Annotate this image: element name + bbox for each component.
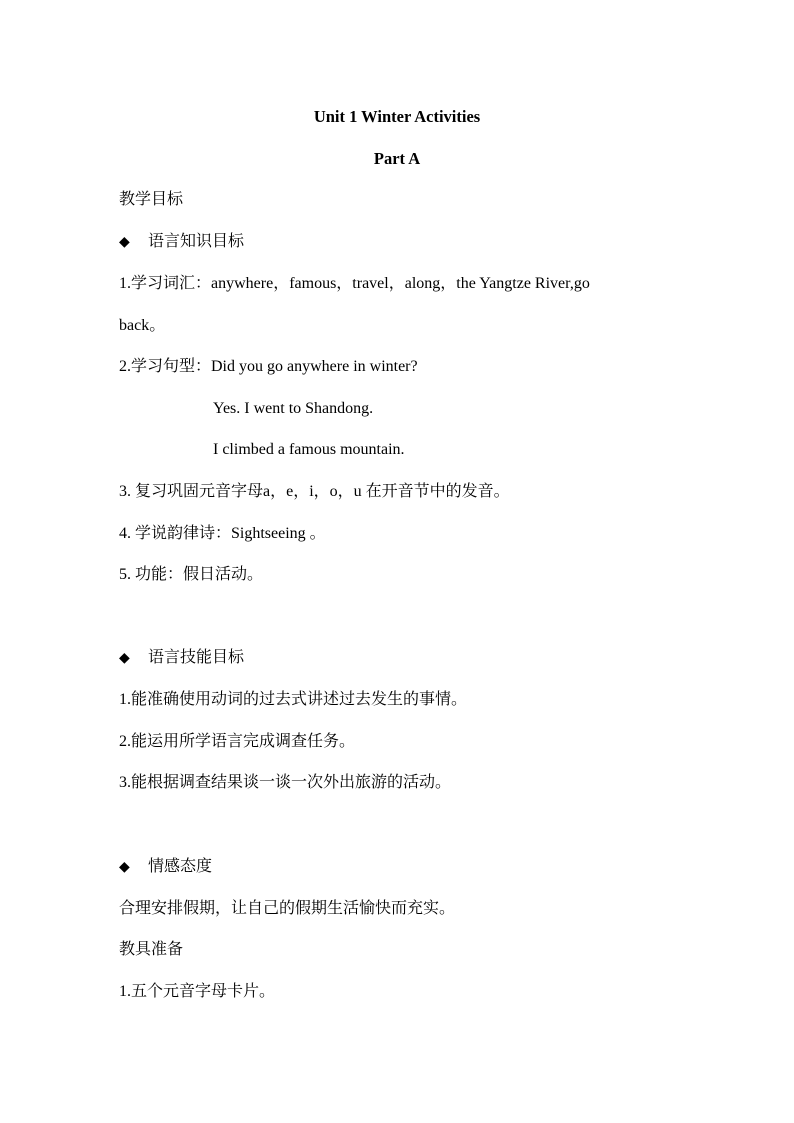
language-knowledge-heading <box>119 232 244 253</box>
knowledge-item-3: 3. 复习巩固元音字母a，e，i，o，u 在开音节中的发音。 <box>119 483 510 500</box>
skills-item-2: 2.能运用所学语言完成调查任务。 <box>119 733 356 750</box>
teaching-goals-heading: 教学目标 <box>119 191 184 208</box>
emotion-attitude-text: 合理安排假期，让自己的假期生活愉快而充实。 <box>119 900 456 917</box>
knowledge-item-4: 4. 学说韵律诗：Sightseeing 。 <box>119 525 326 542</box>
language-skills-heading <box>119 648 244 669</box>
diamond-bullet-icon: ◆ <box>119 860 130 875</box>
language-knowledge-label: 语言知识目标 <box>148 233 245 250</box>
emotion-attitude-heading <box>119 857 212 878</box>
knowledge-item-5: 5. 功能：假日活动。 <box>119 566 264 583</box>
document-subtitle: Part A <box>373 149 421 168</box>
diamond-bullet-icon: ◆ <box>119 235 130 250</box>
language-skills-label: 语言技能目标 <box>148 649 245 666</box>
skills-item-3: 3.能根据调查结果谈一谈一次外出旅游的活动。 <box>119 774 452 791</box>
skills-item-1: 1.能准确使用动词的过去式讲述过去发生的事情。 <box>119 691 468 708</box>
diamond-bullet-icon: ◆ <box>119 651 130 666</box>
teaching-aids-item-1: 1.五个元音字母卡片。 <box>119 983 276 1000</box>
sentence-answer-2: I climbed a famous mountain. <box>213 441 405 458</box>
sentence-pattern-line: 2.学习句型：Did you go anywhere in winter? <box>119 358 418 375</box>
document-title: Unit 1 Winter Activities <box>313 107 481 126</box>
vocab-line-2: back。 <box>119 317 166 334</box>
teaching-aids-heading: 教具准备 <box>119 941 184 958</box>
vocab-line-1: 1.学习词汇：anywhere，famous，travel，along，the Yangtze River,go <box>119 275 590 292</box>
emotion-attitude-label: 情感态度 <box>148 858 213 875</box>
sentence-answer-1: Yes. I went to Shandong. <box>213 400 374 417</box>
